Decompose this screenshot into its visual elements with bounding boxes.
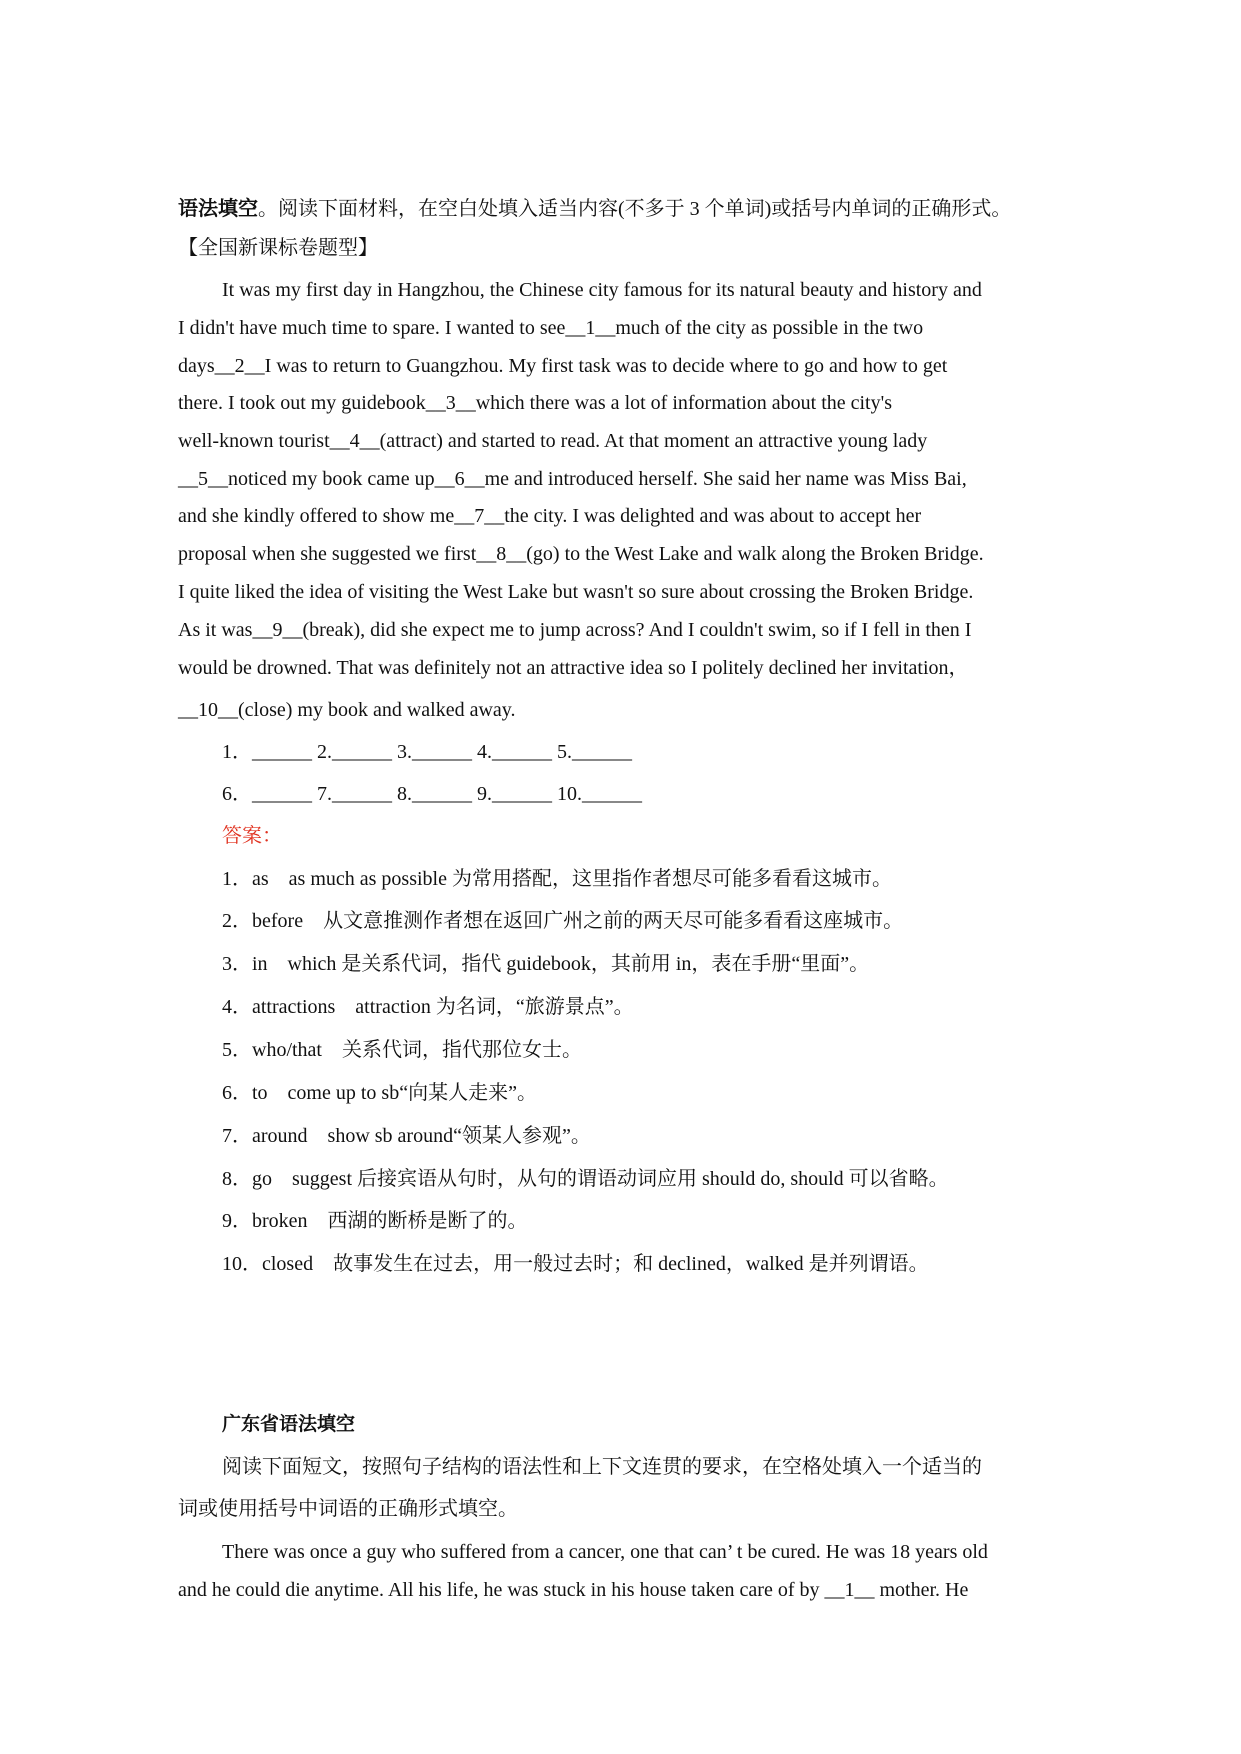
section1-header <box>178 197 1011 221</box>
answer-blanks-row: 6．______ 7.______ 8.______ 9.______ 10.______ <box>222 783 642 805</box>
answer-item: 1．as as much as possible 为常用搭配，这里指作者想尽可能多看看这城市。 <box>222 868 892 890</box>
passage2-line: and he could die anytime. All his life, he was stuck in his house taken care of by __1__ mother. He <box>178 1579 969 1601</box>
answer-item: 4．attractions attraction 为名词，“旅游景点”。 <box>222 996 634 1018</box>
passage1-line: well-known tourist__4__(attract) and started to read. At that moment an attractive young lady <box>178 430 928 452</box>
section2-instruction: 词或使用括号中词语的正确形式填空。 <box>178 1498 518 1520</box>
section1-subheader: 【全国新课标卷题型】 <box>178 237 378 259</box>
passage1-line: proposal when she suggested we first__8__(go) to the West Lake and walk along the Broken Bridge. <box>178 543 984 565</box>
answer-item: 9．broken 西湖的断桥是断了的。 <box>222 1210 528 1232</box>
passage1-line: and she kindly offered to show me__7__the city. I was delighted and was about to accept her <box>178 505 922 527</box>
passage1-line: __5__noticed my book came up__6__me and introduced herself. She said her name was Miss Bai, <box>178 468 967 490</box>
answer-item: 10．closed 故事发生在过去，用一般过去时；和 declined，walked 是并列谓语。 <box>222 1253 929 1275</box>
passage1-line: As it was__9__(break), did she expect me to jump across? And I couldn't swim, so if I fell in then I <box>178 619 972 641</box>
passage1-line: days__2__I was to return to Guangzhou. My first task was to decide where to go and how to get <box>178 355 948 377</box>
answer-item: 6．to come up to sb“向某人走来”。 <box>222 1082 537 1104</box>
passage1-line: It was my first day in Hangzhou, the Chinese city famous for its natural beauty and history and <box>222 279 982 301</box>
answer-label: 答案： <box>222 825 282 847</box>
passage2-line: There was once a guy who suffered from a cancer, one that can’ t be cured. He was 18 years old <box>222 1541 988 1563</box>
passage1-line: I quite liked the idea of visiting the West Lake but wasn't so sure about crossing the Broken Bridge. <box>178 581 974 603</box>
answer-blanks-row: 1．______ 2.______ 3.______ 4.______ 5.______ <box>222 741 632 763</box>
answer-item: 2．before 从文意推测作者想在返回广州之前的两天尽可能多看看这座城市。 <box>222 910 904 932</box>
section2-instruction: 阅读下面短文，按照句子结构的语法性和上下文连贯的要求，在空格处填入一个适当的 <box>222 1456 982 1478</box>
answer-item: 7．around show sb around“领某人参观”。 <box>222 1125 591 1147</box>
section1-header-rest: 。阅读下面材料，在空白处填入适当内容(不多于 3 个单词)或括号内单词的正确形式。 <box>258 198 1012 220</box>
passage1-line: would be drowned. That was definitely not an attractive idea so I politely declined her invitation， <box>178 657 969 679</box>
answer-item: 3．in which 是关系代词，指代 guidebook，其前用 in，表在手册“里面”。 <box>222 953 870 975</box>
passage1-line: __10__(close) my book and walked away. <box>178 699 516 721</box>
answer-item: 8．go suggest 后接宾语从句时，从句的谓语动词应用 should do, should 可以省略。 <box>222 1168 949 1190</box>
passage1-line: there. I took out my guidebook__3__which there was a lot of information about the city's <box>178 392 893 414</box>
section2-title: 广东省语法填空 <box>222 1413 356 1435</box>
section1-header-bold: 语法填空 <box>178 198 258 220</box>
answer-item: 5．who/that 关系代词，指代那位女士。 <box>222 1039 582 1061</box>
passage1-line: I didn't have much time to spare. I wanted to see__1__much of the city as possible in the two <box>178 317 924 339</box>
